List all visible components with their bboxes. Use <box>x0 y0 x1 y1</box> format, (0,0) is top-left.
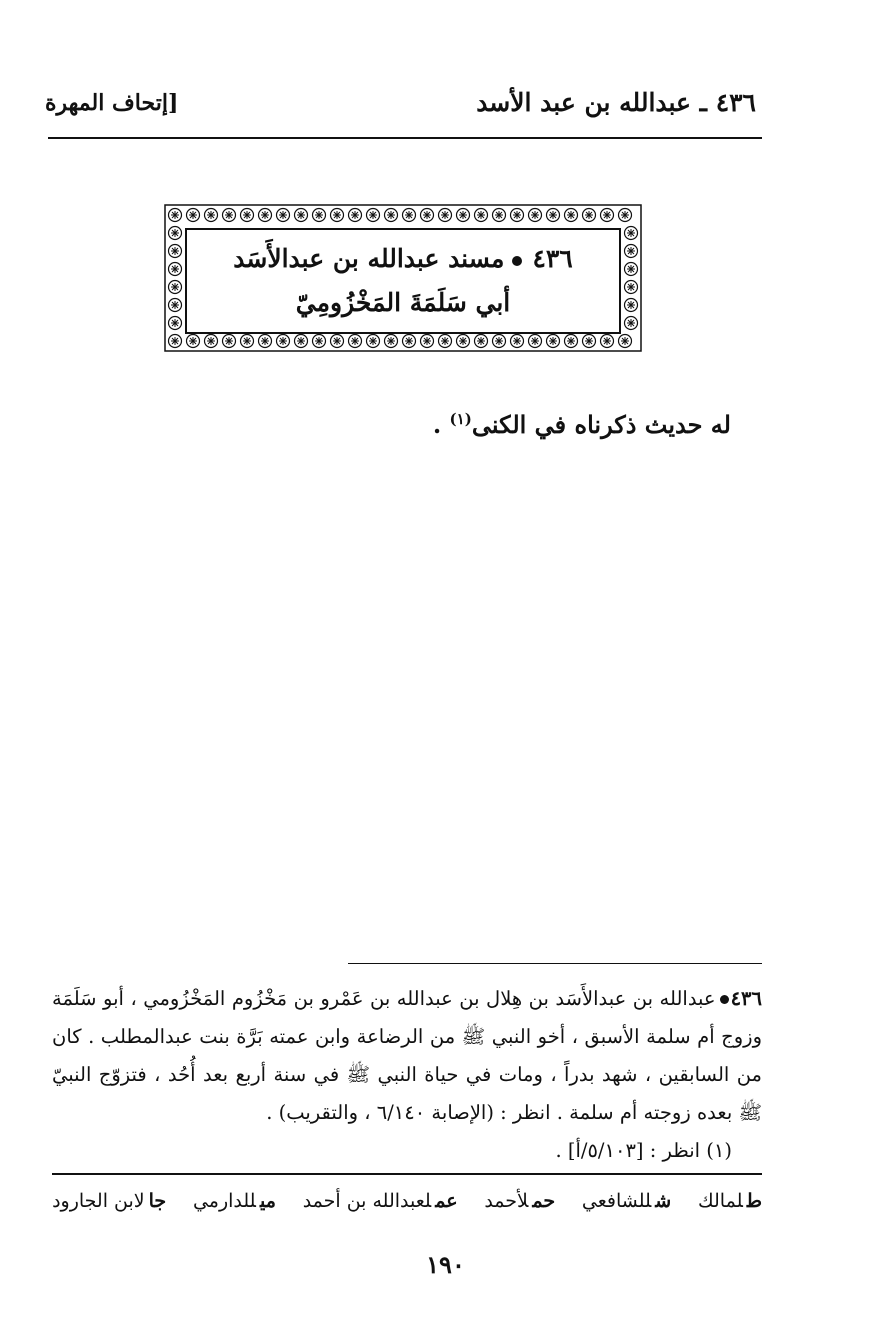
body-text: له حديث ذكرناه في الكنى <box>471 410 731 439</box>
abbreviation-item: جالابن الجارود <box>52 1190 167 1212</box>
abbreviation-item: شللشافعي <box>581 1190 672 1212</box>
footnote-ref-1: (١) <box>449 410 472 428</box>
abbreviation-item: ميللدارمي <box>192 1190 276 1212</box>
abbreviation-item: عملعبدالله بن أحمد <box>302 1190 458 1212</box>
section-title-box <box>185 228 621 334</box>
body-paragraph <box>433 410 731 439</box>
bullet-icon <box>720 995 729 1004</box>
abbreviation-item: حملأحمد <box>484 1190 556 1212</box>
footnote-biography <box>52 980 762 1132</box>
running-header-entry: ٤٣٦ ـ عبدالله بن عبد الأسد <box>476 88 756 117</box>
header-divider <box>48 137 762 139</box>
footnote-bio-text: عبدالله بن عبدالأَسَد بن هِلال بن عبدالله بن عَمْرو بن مَخْزُوم المَخْزُومي ، أبو سَلَمَة وزوج أم سلمة الأسبق ، أخو النبي ﷺ من الرضاعة وابن عمته بَرَّة بنت عبدالمطلب . كان من السابقين ، شهد بدراً ، ومات في حياة النبي ﷺ في سنة أربع بعد أُحُد ، فتزوّج النبيّ ﷺ بعده زوجته أم سلمة . انظر : (الإصابة ٦/١٤٠ ، والتقريب) . <box>52 987 762 1124</box>
body-end: . <box>432 410 450 439</box>
section-number: ٤٣٦ <box>532 244 573 273</box>
bullet-icon <box>512 256 522 266</box>
running-header-book: [إتحاف المهرة <box>45 90 179 116</box>
page-number: ١٩٠ <box>426 1250 465 1279</box>
section-title-text: مسند عبدالله بن عبدالأَسَد <box>233 244 505 273</box>
section-title-line1 <box>233 237 572 281</box>
footnote-1: (١) انظر : [٥/١٠٣/أ] . <box>555 1139 732 1162</box>
abbreviation-legend <box>52 1190 762 1212</box>
section-title-line2: أبي سَلَمَةَ المَخْزُومِيّ <box>295 288 511 317</box>
abbreviation-item: طلمالك <box>698 1190 762 1212</box>
footnote-bio-number: ٤٣٦ <box>730 987 762 1010</box>
footnotes <box>52 980 762 1170</box>
abbreviation-divider <box>52 1173 762 1175</box>
footnote-divider <box>348 963 762 964</box>
section-title-frame <box>163 203 643 353</box>
